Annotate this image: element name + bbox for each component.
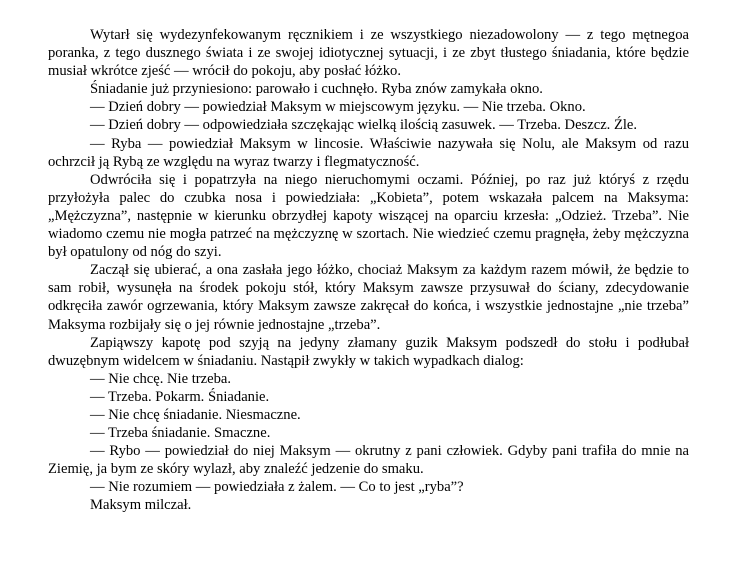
- paragraph-15: Maksym milczał.: [90, 497, 192, 514]
- paragraph-13: — Rybo — powiedział do niej Maksym — okrutny z pani człowiek. Gdyby pani trafiła do mnie na Ziemię, ja bym ze skóry wylazł, aby znaleźć jedzenie do smaku.: [48, 443, 689, 478]
- paragraph-1: Wytarł się wydezynfekowanym ręcznikiem i ze wszystkiego niezadowolony — z tego mętnegoa poranka, z tego dusznego świata i ze swojej idiotycznej sytuacji, i ze zbyt tłustego śniadania, które będzie musiał wkrótce zjeść — wrócił do pokoju, aby posłać łóżko.: [48, 27, 689, 80]
- paragraph-5: — Ryba — powiedział Maksym w lincosie. Właściwie nazywała się Nolu, ale Maksym od razu ochrzcił ją Rybą ze względu na wyraz twarzy i flegmatyczność.: [48, 135, 689, 170]
- paragraph-11: — Nie chcę śniadanie. Niesmaczne.: [90, 406, 301, 423]
- paragraph-8: Zapiąwszy kapotę pod szyją na jedyny złamany guzik Maksym podszedł do stołu i podłubał dwuzębnym widelcem w śniadaniu. Nastąpił zwykły w takich wypadkach dialog:: [48, 334, 689, 369]
- paragraph-4: — Dzień dobry — odpowiedziała szczękając wielką ilością zasuwek. — Trzeba. Deszcz. Źle.: [90, 117, 638, 134]
- paragraph-9: — Nie chcę. Nie trzeba.: [90, 370, 231, 387]
- document-page: [48, 26, 689, 515]
- paragraph-7: Zaczął się ubierać, a ona zasłała jego łóżko, chociaż Maksym za każdym razem mówił, że będzie to sam robił, wysunęła na środek pokoju stół, który Maksym zawsze przysuwał do ściany, zdecydowanie odkręciła zawór ogrzewania, który Maksym zawsze zakręcał do końca, i wszystkie jednostajne „nie trzeba” Maksyma rozbijały się o jej równie jednostajne „trzeba”.: [48, 262, 689, 333]
- paragraph-10: — Trzeba. Pokarm. Śniadanie.: [90, 388, 270, 405]
- paragraph-12: — Trzeba śniadanie. Smaczne.: [90, 425, 271, 442]
- paragraph-14: — Nie rozumiem — powiedziała z żalem. — Co to jest „ryba”?: [90, 479, 464, 496]
- paragraph-2: Śniadanie już przyniesiono: parowało i cuchnęło. Ryba znów zamykała okno.: [90, 81, 543, 98]
- paragraph-3: — Dzień dobry — powiedział Maksym w miejscowym języku. — Nie trzeba. Okno.: [90, 99, 586, 116]
- paragraph-6: Odwróciła się i popatrzyła na niego nieruchomymi oczami. Później, po raz już któryś z rzędu przyłożyła palec do czubka nosa i powiedziała: „Kobieta”, potem wskazała palcem na Maksyma: „Mężczyzna”, następnie w kierunku obrzydłej kapoty wiszącej na oparciu krzesła: „Odzież. Trzeba”. Nie wiadomo czemu nie mogła patrzeć na mężczyznę w szortach. Nie wiedzieć czemu pragnęła, żeby mężczyzna był opatulony od nóg do szyi.: [48, 171, 689, 261]
